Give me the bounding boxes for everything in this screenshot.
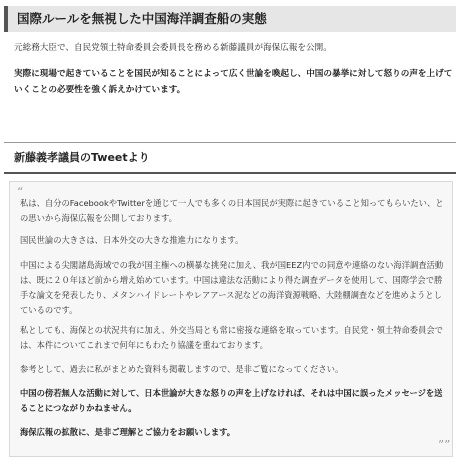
section-heading: 新藤義孝議員のTweetより [4,142,456,174]
quote-paragraph-bold: 海保広報の拡散に、是非ご理解とご協力をお願いします。 [20,427,236,437]
close-quote-icon: ”” [438,438,451,452]
quote-paragraph: 中国による尖閣諸島海域での我が国主権への横暴な挑発に加え、我が国EEZ内での同意や連絡のない海洋調査活動は、既に２０年ほど前から増え始めています。中国は違法な活動により得た調査データを使用して、国際学会で勝手な論文を発表したり、メタンハイドレートやレアアース泥などの海洋資源戦略、大陸棚調査などを進めようとしているのです。 [20,260,444,315]
quote-paragraph-bold: 中国の傍若無人な活動に対して、日本世論が大きな怒りの声を上げなければ、それは中国に誤ったメッセージを送ることにつながりかねません。 [20,388,443,413]
quote-paragraph: 私は、自分のFacebookやTwitterを通じて一人でも多くの日本国民が実際に起きていること知ってもらいたい、との思いから海保広報を公開しております。 [20,198,444,223]
article-title: 国際ルールを無視した中国海洋調査船の実態 [4,6,456,32]
quote-paragraph: 私としても、海保との状況共有に加え、外交当局とも常に密接な連絡を取っています。自民党・領土特命委員会では、本件についてこれまで何年にもわたり協議を重ねております。 [20,325,443,350]
summary-text: 実際に現場で起きていることを国民が知ることによって広く世論を喚起し、中国の暴挙に対して怒りの声を上げていくことの必要性を強く訴えかけています。 [14,69,453,95]
quote-paragraph: 参考として、過去に私がまとめた資料も掲載しますので、是非ご覧になってください。 [20,364,344,374]
blockquote [9,181,453,457]
intro-text: 元総務大臣で、自民党領土特命委員会委員長を務める新藤議員が海保広報を公開。 [14,43,332,53]
quote-paragraph: 国民世論の大きさは、日本外交の大きな推進力になります。 [20,235,244,245]
open-quote-icon: “ [17,185,24,199]
